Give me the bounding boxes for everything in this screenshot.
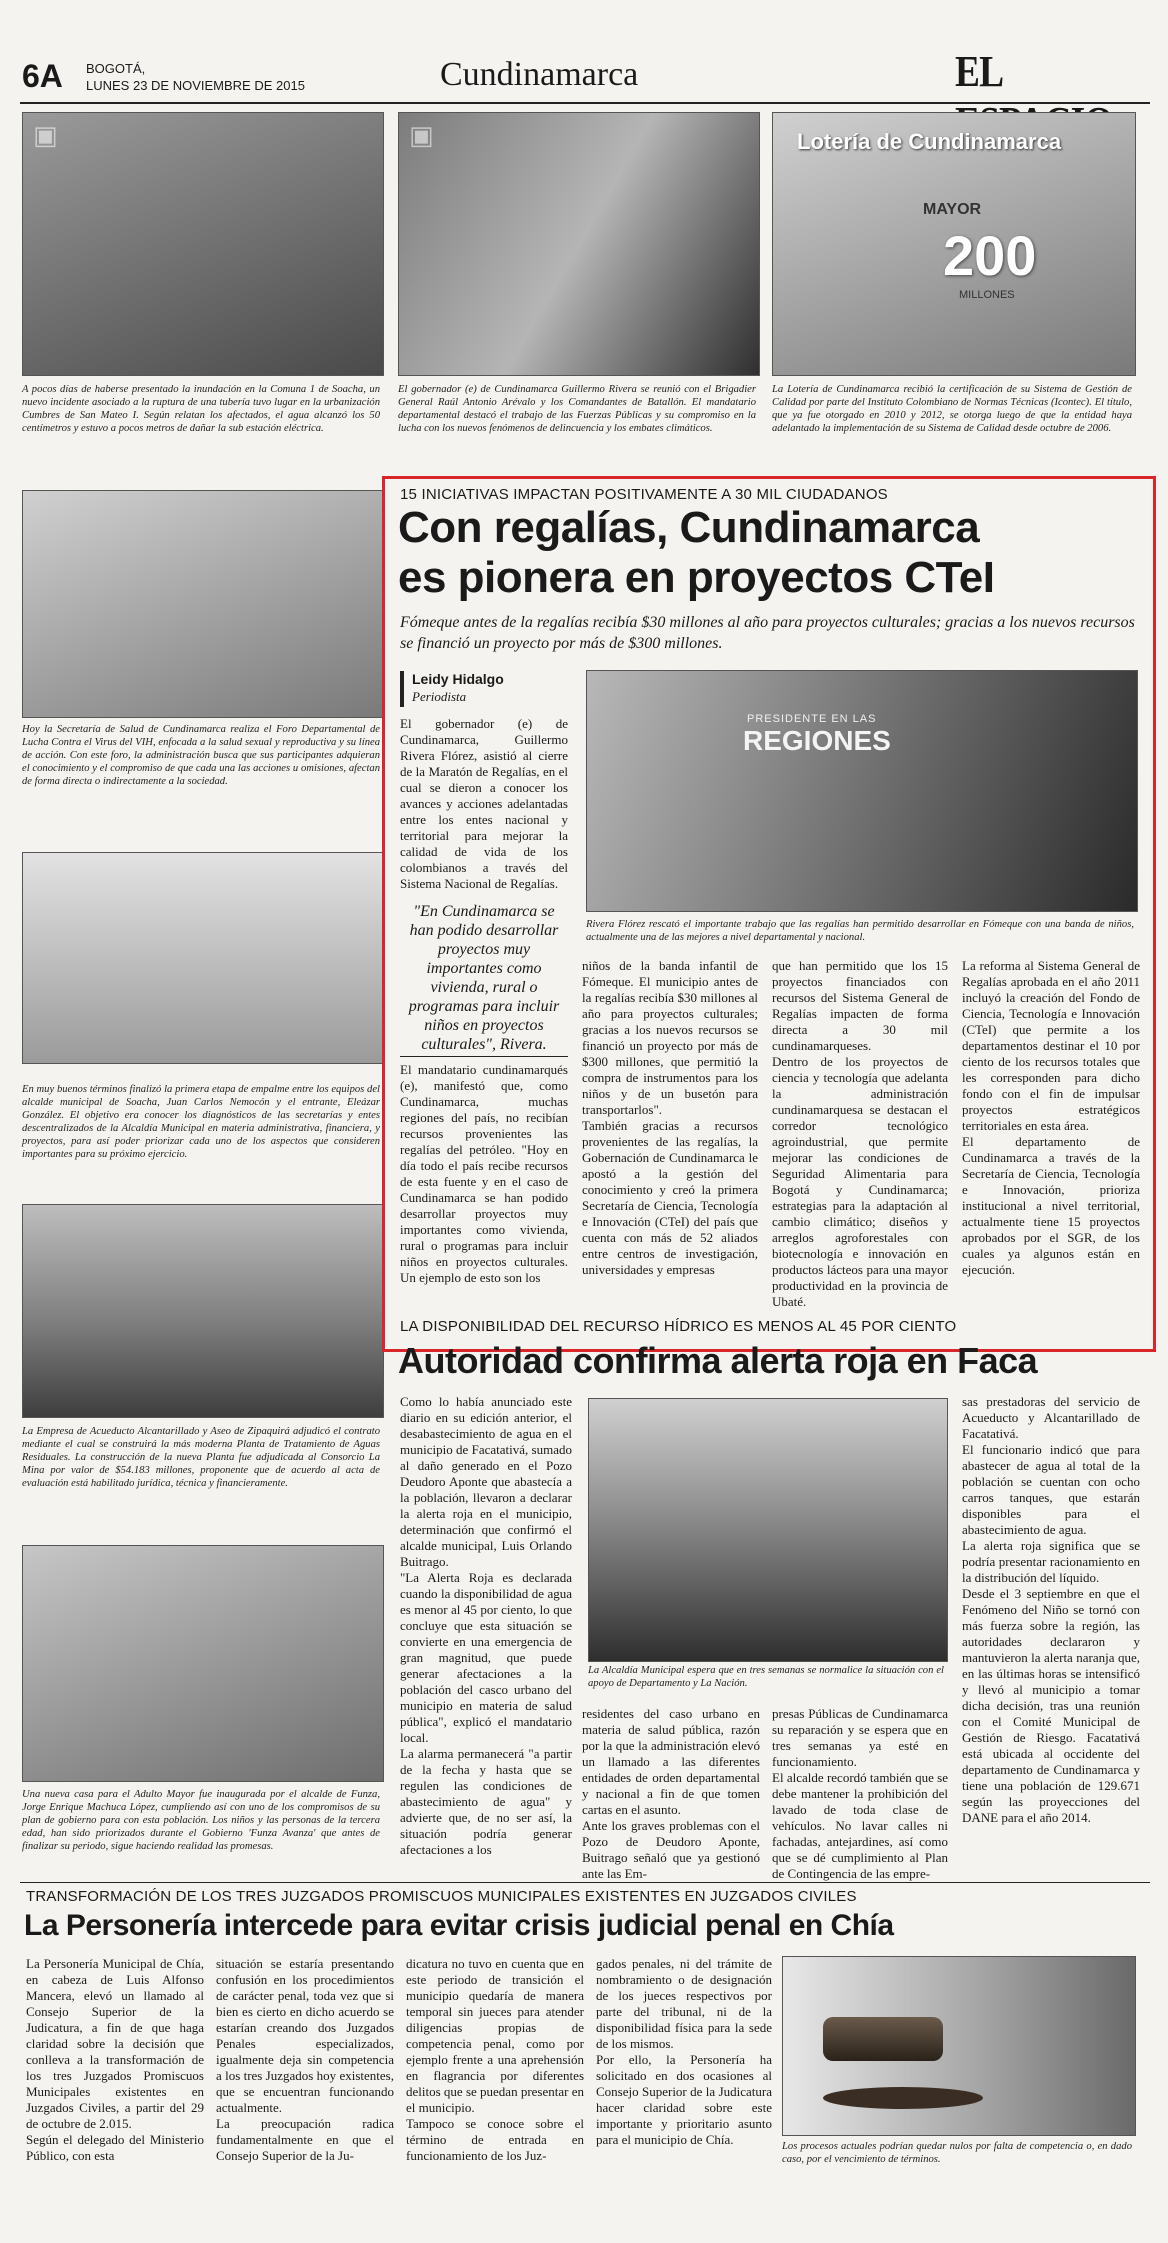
article1-col1-top: El gobernador (e) de Cundinamarca, Guillermo Rivera Flórez, asistió al cierre de la Maratón de Regalías, en el cual se dieron a conocer los avances y acciones adelantadas entre los entes nacional y territorial para mejorar la calidad de vida de los colombianos a través del Sistema Nacional de Regalías. xyxy=(400,716,568,891)
loteria-sign-number: 200 xyxy=(943,224,1037,287)
article2-kicker: LA DISPONIBILIDAD DEL RECURSO HÍDRICO ES MENOS AL 45 POR CIENTO xyxy=(400,1318,957,1335)
page-number: 6A xyxy=(22,58,63,94)
loteria-sign-small: MILLONES xyxy=(959,289,1015,301)
article2-col4: sas prestadoras del servicio de Acueducto y Alcantarillado de Facatativá. El funcionario indicó que para abastecer de agua al total de la población se cuentan con ocho carros tanques, que estarán disponibles para el abastecimiento de agua. La alerta roja significa que se podría presentar racionamiento en la distribución del líquido. Desde el 3 septiembre en que el Fenómeno del Niño se tornó con más fuerza sobre la región, las autoridades declararon y mantuvieron la alerta naranja que, en las últimas horas se intensificó y llevó al municipio a tomar dicha decisión, tras una reunión con el Comité Municipal de Gestión de Riesgo. Facatativá está ubicada al occidente del departamento de Cundinamarca y tiene una población de 129.671 según las proyecciones del DANE para el año 2014. xyxy=(962,1394,1140,1825)
article3-rule xyxy=(20,1882,1150,1883)
article1-col1-bottom: El mandatario cundinamarqués (e), manifestó que, como Cundinamarca, muchas regiones del país, no recibían recursos provenientes las regalías del petróleo. "Hoy en día todo el país recibe recursos de esta fuente y en el caso de Cundinamarca se han podido desarrollar proyectos muy importantes como vivienda, rural o programas para incluir niños en proyectos culturales. Un ejemplo de esto son los xyxy=(400,1062,568,1285)
caption-loteria: La Lotería de Cundinamarca recibió la certificación de su Sistema de Gestión de Calidad por parte del Instituto Colombiano de Normas Técnicas (Icontec). El título, que ya fue otorgado en 2010 y 2012, se otorga luego de que la entidad haya adelantado la implementación de su Sistema de Calidad desde octubre de 2006. xyxy=(772,384,1132,434)
photo-zipaquira-plant xyxy=(22,1204,384,1418)
caption-soacha-empalme: En muy buenos términos finalizó la primera etapa de empalme entre los equipos del alcalde municipal de Soacha, Juan Carlos Nemocón y el entrante, Eleázar González. El objetivo era conocer los diagnósticos de las secretarías y entes descentralizados de la Alcaldía Municipal en materia administrativa, financiera, y proyectos, para así poder priorizar cada uno de los aspectos que consideren importantes para su próximo ejercicio. xyxy=(22,1084,380,1160)
camera-icon: ▣ xyxy=(33,121,58,151)
article1-role: Periodista xyxy=(412,689,467,704)
caption-governor-military: El gobernador (e) de Cundinamarca Guillermo Rivera se reunió con el Brigadier General Raúl Antonio Arévalo y los Comandantes de Batallón. El mandatario departamental destacó el trabajo de las Fuerzas Públicas y su compromiso en la lucha con los nuevos fenómenos de delincuencia y los embates climáticos. xyxy=(398,384,756,434)
article1-photo-caption: Rivera Flórez rescató el importante trabajo que las regalías han permitido desarrollar en Fómeque con una banda de niños, actualmente una de las mejores a nivel departamental y nacional. xyxy=(586,919,1134,943)
masthead-date: LUNES 23 DE NOVIEMBRE DE 2015 xyxy=(86,78,305,93)
photo-loteria xyxy=(772,112,1136,376)
photo-governor-military xyxy=(398,112,760,376)
caption-soacha-flood: A pocos días de haberse presentado la inundación en la Comuna 1 de Soacha, un nuevo incidente asociado a la ruptura de una tubería tuvo lugar en la urbanización Cumbres de San Mateo I. Según relatan los afectados, el agua alcanzó los 50 centímetros y estuvo a pocos metros de dañar la sub estación eléctrica. xyxy=(22,384,380,434)
article3-col2: situación se estaría presentando confusión en los procedimientos de carácter penal, toda vez que si bien es cierto en dicho acuerdo se estarían creando dos Juzgados Penales especializados, igualmente deja sin competencia a los tres Juzgados hoy existentes, que se encuentran funcionando actualmente. La preocupación radica fundamentalmente en que el Consejo Superior de la Ju- xyxy=(216,1956,394,2163)
article2-photo-caption: La Alcaldía Municipal espera que en tres semanas se normalice la situación con el apoyo de Departamento y La Nación. xyxy=(588,1665,944,1689)
pull-quote-rule xyxy=(400,1056,568,1057)
article3-headline: La Personería intercede para evitar crisis judicial penal en Chía xyxy=(24,1909,894,1942)
article1-headline-line2: es pionera en proyectos CTeI xyxy=(398,553,995,602)
article3-col1: La Personería Municipal de Chía, en cabeza de Luis Alfonso Mancera, elevó un llamado al Consejo Superior de la Judicatura, a fin de que haga claridad sobre la decisión que conlleva a la transformación de los tres Juzgados Promiscuos Municipales existentes en Juzgados Civiles, a partir del 29 de octubre de 2.015. Según el delegado del Ministerio Público, con esta xyxy=(26,1956,204,2163)
photo-faca-reservoir xyxy=(588,1398,948,1662)
loteria-sign: Lotería de Cundinamarca xyxy=(797,129,1062,154)
article1-author: Leidy Hidalgo xyxy=(412,671,504,687)
camera-icon: ▣ xyxy=(409,121,434,151)
article3-col3: dicatura no tuvo en cuenta que en este periodo de transición el municipio quedaría de manera temporal sin jueces para atender diligencias propias de competencia penal, como por ejemplo frente a una aprehensión en flagrancia por diferentes delitos que se puedan presentar en el municipio. Tampoco se conoce sobre el término de entrada en funcionamiento de los Juz- xyxy=(406,1956,584,2163)
photo-soacha-empalme xyxy=(22,852,384,1064)
article1-deck: Fómeque antes de la regalías recibía $30 millones al año para proyectos culturales; gracias a los nuevos recursos se financió un proyecto por más de $300 millones. xyxy=(400,614,1135,652)
masthead-city: BOGOTÁ, xyxy=(86,61,146,76)
photo-vih-forum xyxy=(22,490,384,718)
article1-col3: que han permitido que los 15 proyectos financiados con recursos del Sistema General de Regalías impacten de forma directa a 30 mil cundinamarqueses. Dentro de los proyectos de ciencia y tecnología que adelanta la administración cundinamarquesa se destacan el corredor tecnológico agroindustrial, que permite mejorar las condiciones de Seguridad Alimentaria para Bogotá y Cundinamarca; estrategias para la adaptación al cambio climático; diseños y arreglos agroforestales con biotecnología e innovación en productos lácteos para una mayor productividad en la provincia de Ubaté. xyxy=(772,958,948,1309)
newspaper-logo: EL xyxy=(955,47,1002,96)
article1-headline-line1: Con regalías, Cundinamarca xyxy=(398,503,980,552)
article2-col2: residentes del caso urbano en materia de salud pública, razón por la que la administración elevó un llamado a las diferentes entidades de orden departamental y nacional a fin de que tomen cartas en el asunto. Ante los graves problemas con el Pozo de Deudoro Aponte, Buitrago señaló que ya gestionó ante las Em- xyxy=(582,1706,760,1881)
caption-zipaquira-plant: La Empresa de Acueducto Alcantarillado y Aseo de Zipaquirá adjudicó el contrato mediante el cual se construirá la más moderna Planta de Tratamiento de Aguas Residuales. La construcción de la nueva Planta fue adjudicada al Consorcio La Mina por valor de $54.183 millones, proponente que de acuerdo al acta de evaluación está habilitado jurídica, técnica y financieramente. xyxy=(22,1426,380,1489)
article2-col3: presas Públicas de Cundinamarca su reparación y se espera que en tres semanas ya esté en funcionamiento. El alcalde recordó también que se debe mantener la prohibición del lavado de toda clase de vehículos. No lavar calles ni fachadas, antejardines, así como que se dé cumplimiento al Plan de Contingencia de las empre- xyxy=(772,1706,948,1881)
article2-headline: Autoridad confirma alerta roja en Faca xyxy=(398,1340,1038,1381)
article3-col4: gados penales, ni del trámite de nombramiento o de designación de los jueces respectivos por parte del tribunal, ni de la disponibilidad física para la sede de los mismos. Por ello, la Personería ha solicitado en dos ocasiones al Consejo Superior de la Judicatura hacer claridad sobre este importante y prioritario asunto para el municipio de Chía. xyxy=(596,1956,772,2147)
gavel-head xyxy=(823,2017,943,2061)
caption-vih-forum: Hoy la Secretaría de Salud de Cundinamarca realiza el Foro Departamental de Lucha Contra el Virus del VIH, enfocada a la salud sexual y reproductiva y su línea de acción. Con este foro, la administración busca que sus participantes adquieran el conocimiento y el compromiso de que cada una las acciones u omisiones, afectan de forma directa o indirectamente a la sociedad. xyxy=(22,724,380,787)
article1-col4: La reforma al Sistema General de Regalías aprobada en el año 2011 incluyó la creación del Fondo de Ciencia, Tecnología e Innovación (CTeI) que permite a los departamentos destinar el 10 por ciento de los recursos totales que les corresponden para dicho fondo con el fin de impulsar proyectos estratégicos territoriales en esta área. El departamento de Cundinamarca a través de la Secretaría de Ciencia, Tecnología e Innovación, prioriza institucional a nivel territorial, actualmente tiene 15 proyectos aprobados por el SGR, de los cuales ya algunos están en ejecución. xyxy=(962,958,1140,1277)
pull-quote: "En Cundinamarca se han podido desarrollar proyectos muy importantes como vivienda, rural o programas para incluir niños en proyectos culturales", Rivera. xyxy=(408,903,560,1053)
regiones-banner-small: PRESIDENTE EN LAS xyxy=(747,713,877,725)
photo-gavel xyxy=(782,1956,1136,2136)
byline-bar xyxy=(400,671,404,707)
photo-soacha-flood xyxy=(22,112,384,376)
loteria-sign-sub: MAYOR xyxy=(923,201,982,218)
gavel-base xyxy=(823,2087,983,2109)
article1-kicker: 15 INICIATIVAS IMPACTAN POSITIVAMENTE A 30 MIL CIUDADANOS xyxy=(400,486,888,503)
masthead-rule xyxy=(20,102,1150,104)
caption-adulto-mayor: Una nueva casa para el Adulto Mayor fue inaugurada por el alcalde de Funza, Jorge Enrique Machuca López, cumpliendo así con uno de los compromisos de su plan de gobierno para con esta población. Los niños y las personas de la tercera edad, han sido priorizados durante el Gobierno 'Funza Avanza' que antes de finalizar su periodo, sigue haciendo realidad las promesas. xyxy=(22,1789,380,1852)
regiones-banner: REGIONES xyxy=(743,725,891,756)
article1-col2: niños de la banda infantil de Fómeque. El municipio antes de la regalías recibía $30 millones al año para proyectos culturales; gracias a los nuevos recursos se financió un proyecto por más de $300 millones, que permitió la compra de instrumentos para los niños y de un busetón para transportarlos". También gracias a recursos provenientes de las regalías, la Gobernación de Cundinamarca le apostó a la gestión del conocimiento y creó la primera Secretaría de Ciencia, Tecnología e Innovación (CTeI) del país que cuenta con más de 52 aliados entre centros de investigación, universidades y empresas xyxy=(582,958,758,1277)
article3-photo-caption: Los procesos actuales podrían quedar nulos por falta de competencia o, en dado caso, por el vencimiento de términos. xyxy=(782,2141,1132,2165)
photo-rivera-regiones xyxy=(586,670,1138,912)
article2-col1: Como lo había anunciado este diario en su edición anterior, el desabastecimiento de agua en el municipio de Facatativá, sumado al daño generado en el Pozo Deudoro Aponte que abastecía a la población, llevaron a declarar la alerta roja en el municipio, determinación que confirmó el alcalde municipal, Luis Orlando Buitrago. "La Alerta Roja es declarada cuando la disponibilidad de agua es menor al 45 por ciento, lo que concluye que esta situación se convierte en una emergencia de gran magnitud, que puede generar afectaciones a la población del casco urbano del municipio en materia de salud pública", explicó el mandatario local. La alarma permanecerá "a partir de la fecha y hasta que se regulen las condiciones de abastecimiento de agua" y advierte que, de no ser así, la situación podría generar afectaciones a los xyxy=(400,1394,572,1857)
section-title: Cundinamarca xyxy=(440,56,639,93)
article3-kicker: TRANSFORMACIÓN DE LOS TRES JUZGADOS PROMISCUOS MUNICIPALES EXISTENTES EN JUZGADOS CIVILES xyxy=(26,1888,857,1905)
photo-adulto-mayor xyxy=(22,1545,384,1782)
